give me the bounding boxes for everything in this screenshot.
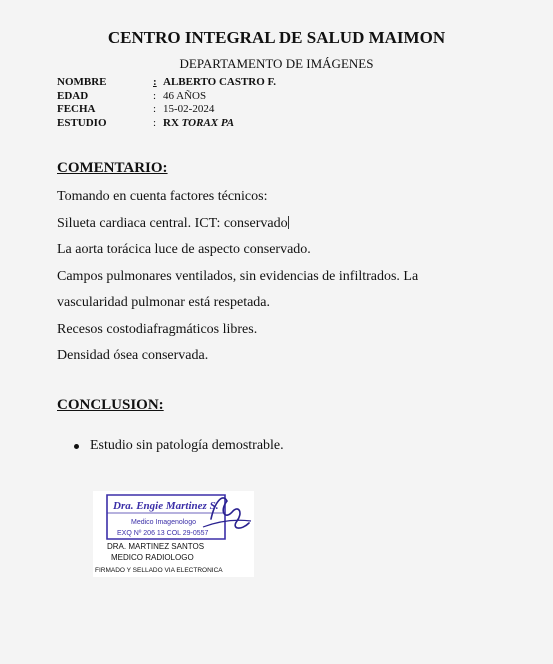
estudio-italic: TORAX PA	[181, 116, 235, 129]
estudio-row	[57, 117, 276, 131]
stamp-name: Dra. Engie Martinez S.	[113, 500, 219, 512]
doctor-title: MEDICO RADIOLOGO	[111, 553, 194, 562]
conclusion-item-text: Estudio sin patología demostrable.	[90, 438, 284, 453]
list-item	[74, 438, 284, 454]
edad-separator: :	[153, 89, 157, 102]
fecha-value: 15-02-2024	[163, 103, 215, 115]
estudio-prefix: RX	[163, 116, 179, 129]
comment-line	[57, 211, 527, 238]
signature-stamp-icon	[93, 491, 254, 577]
edad-row	[57, 90, 276, 104]
estudio-value	[163, 117, 234, 131]
nombre-label: NOMBRE	[57, 76, 107, 88]
fecha-label: FECHA	[57, 103, 96, 115]
comment-line: Tomando en cuenta factores técnicos:	[57, 189, 268, 204]
signature-note: FIRMADO Y SELLADO VIA ELECTRONICA	[95, 567, 223, 574]
conclusion-heading: CONCLUSION:	[57, 397, 164, 413]
conclusion-list	[74, 438, 284, 454]
doctor-name: DRA. MARTINEZ SANTOS	[107, 542, 205, 551]
department-subtitle: DEPARTAMENTO DE IMÁGENES	[179, 56, 374, 71]
comentario-body	[57, 184, 527, 370]
comment-line-text: Silueta cardiaca central. ICT: conservado	[57, 215, 288, 231]
clinic-title: CENTRO INTEGRAL DE SALUD MAIMON	[107, 28, 446, 47]
comment-line: vascularidad pulmonar está respetada.	[57, 295, 271, 310]
stamp-exq: EXQ Nº 206 13 COL 29-0557	[117, 530, 209, 537]
bullet-icon	[74, 444, 79, 449]
stamp-title: Medico Imagenologo	[131, 519, 196, 526]
comentario-heading: COMENTARIO:	[57, 160, 168, 176]
edad-value: 46 AÑOS	[163, 89, 207, 102]
comment-line: Recesos costodiafragmáticos libres.	[57, 321, 258, 337]
nombre-value: ALBERTO CASTRO F.	[163, 76, 277, 88]
comment-line: Campos pulmonares ventilados, sin evidencias de infiltrados. La	[57, 268, 419, 284]
text-cursor	[288, 216, 289, 229]
signature-underline	[203, 520, 251, 527]
edad-label: EDAD	[57, 89, 89, 102]
nombre-separator: :	[153, 76, 157, 88]
estudio-label: ESTUDIO	[57, 116, 107, 129]
fecha-separator: :	[153, 103, 157, 115]
comment-line: Densidad ósea conservada.	[57, 348, 209, 363]
nombre-row	[57, 76, 276, 90]
estudio-separator: :	[153, 116, 157, 129]
patient-info	[57, 76, 276, 130]
fecha-row	[57, 103, 276, 117]
signature-block	[93, 491, 254, 577]
comment-line: La aorta torácica luce de aspecto conservado.	[57, 242, 311, 257]
